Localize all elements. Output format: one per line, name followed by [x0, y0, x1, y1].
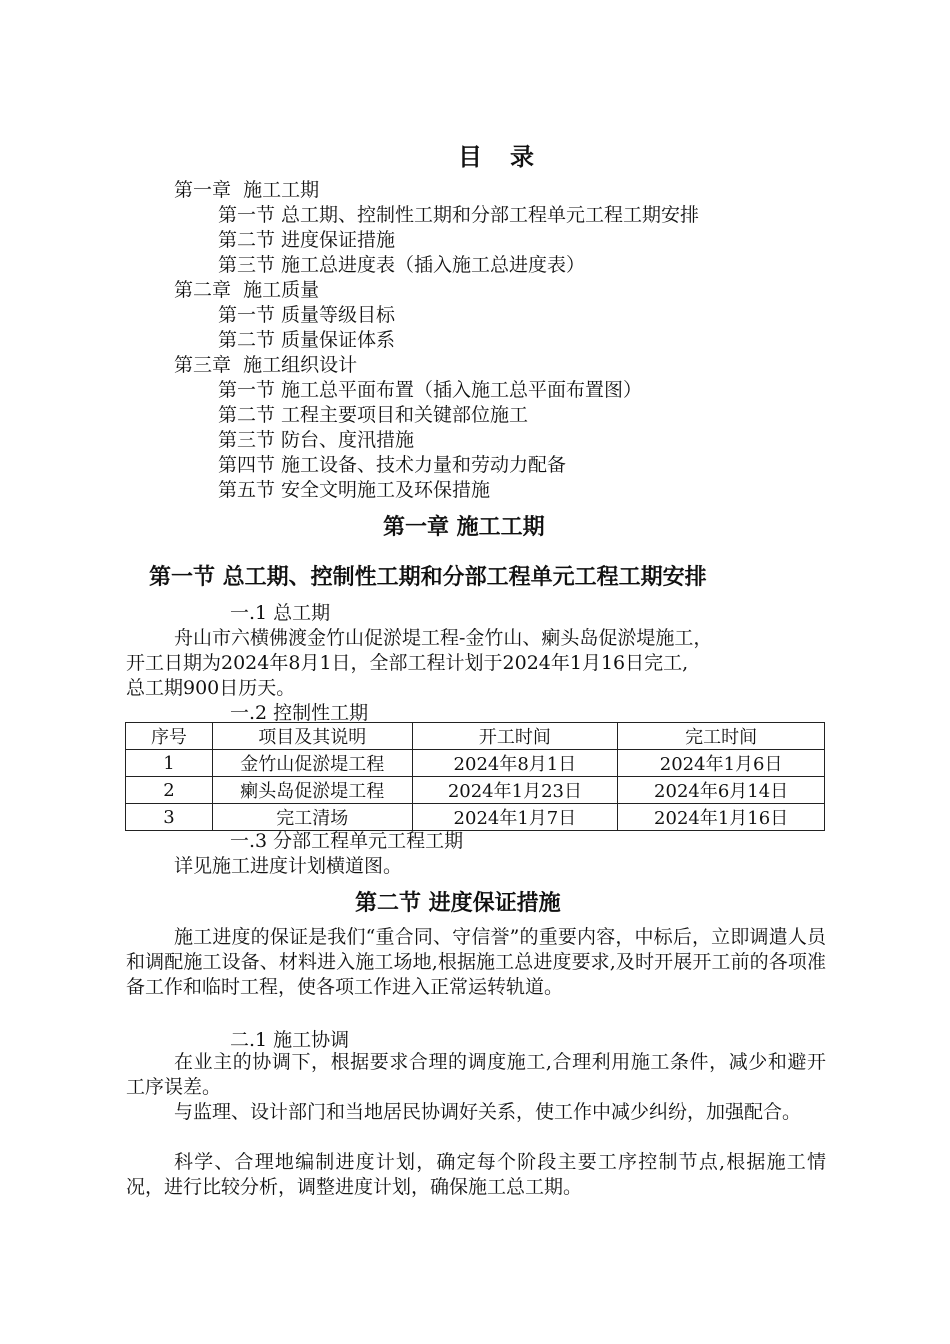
coordination-paragraph-2: 与监理、设计部门和当地居民协调好关系，使工作中减少纠纷，加强配合。 — [174, 1101, 802, 1123]
toc-entry-ch3-sec3: 第三节 防台、度汛措施 — [218, 429, 415, 451]
row-end-date: 2024年1月16日 — [618, 804, 825, 831]
header-end-date: 完工时间 — [618, 723, 825, 750]
row-start-date: 2024年1月7日 — [412, 804, 618, 831]
row-index: 1 — [126, 750, 213, 777]
row-item: 瘌头岛促淤堤工程 — [212, 777, 412, 804]
coordination-paragraph-3: 科学、合理地编制进度计划，确定每个阶段主要工序控制节点,根据施工情况，进行比较分析，调整进度计划，确保施工总工期。 — [126, 1151, 826, 1198]
toc-entry-ch1-sec1: 第一节 总工期、控制性工期和分部工程单元工程工期安排 — [218, 204, 700, 226]
chapter-1-heading: 第一章 施工工期 — [383, 515, 545, 540]
toc-entry-chapter-2: 第二章 施工质量 — [174, 279, 320, 301]
table-row — [126, 777, 825, 804]
header-item: 项目及其说明 — [212, 723, 412, 750]
total-duration-line-3: 总工期900日历天。 — [126, 677, 296, 699]
row-start-date: 2024年1月23日 — [412, 777, 618, 804]
toc-entry-ch1-sec2: 第二节 进度保证措施 — [218, 229, 396, 251]
total-duration-line-1: 舟山市六横佛渡金竹山促淤堤工程-金竹山、瘌头岛促淤堤施工， — [174, 627, 713, 649]
toc-entry-ch3-sec2: 第二节 工程主要项目和关键部位施工 — [218, 404, 529, 426]
toc-entry-ch1-sec3: 第三节 施工总进度表（插入施工总进度表） — [218, 254, 586, 276]
gantt-reference-text: 详见施工进度计划横道图。 — [174, 855, 403, 877]
header-start-date: 开工时间 — [412, 723, 618, 750]
toc-entry-ch3-sec5: 第五节 安全文明施工及环保措施 — [218, 479, 491, 501]
row-item: 金竹山促淤堤工程 — [212, 750, 412, 777]
toc-entry-chapter-1: 第一章 施工工期 — [174, 179, 320, 201]
row-start-date: 2024年8月1日 — [412, 750, 618, 777]
coordination-paragraph-1: 在业主的协调下，根据要求合理的调度施工,合理利用施工条件，减少和避开工序误差。 — [126, 1051, 826, 1098]
toc-title: 目录 — [458, 143, 562, 171]
row-item: 完工清场 — [212, 804, 412, 831]
section-1-heading: 第一节 总工期、控制性工期和分部工程单元工程工期安排 — [149, 565, 707, 590]
schedule-assurance-intro: 施工进度的保证是我们“重合同、守信誉”的重要内容，中标后，立即调遣人员和调配施工设备、材料进入施工场地,根据施工总进度要求,及时开展开工前的各项准备工作和临时工程，使各项工作进入正常运转轨道。 — [126, 926, 826, 998]
toc-entry-chapter-3: 第三章 施工组织设计 — [174, 354, 358, 376]
table-header-row — [126, 723, 825, 750]
row-index: 2 — [126, 777, 213, 804]
row-index: 3 — [126, 804, 213, 831]
subsection-1-1-heading: 一.1 总工期 — [230, 602, 331, 624]
table-row — [126, 750, 825, 777]
row-end-date: 2024年1月6日 — [618, 750, 825, 777]
header-index: 序号 — [126, 723, 213, 750]
toc-entry-ch2-sec1: 第一节 质量等级目标 — [218, 304, 396, 326]
subsection-1-2-heading: 一.2 控制性工期 — [230, 702, 369, 724]
section-2-heading: 第二节 进度保证措施 — [355, 891, 561, 916]
row-end-date: 2024年6月14日 — [618, 777, 825, 804]
total-duration-line-2: 开工日期为2024年8月1日，全部工程计划于2024年1月16日完工, — [126, 652, 689, 674]
control-schedule-table — [125, 722, 825, 831]
toc-entry-ch2-sec2: 第二节 质量保证体系 — [218, 329, 396, 351]
subsection-2-1-heading: 二.1 施工协调 — [230, 1029, 350, 1051]
toc-entry-ch3-sec1: 第一节 施工总平面布置（插入施工总平面布置图） — [218, 379, 643, 401]
subsection-1-3-heading: 一.3 分部工程单元工程工期 — [230, 830, 464, 852]
toc-entry-ch3-sec4: 第四节 施工设备、技术力量和劳动力配备 — [218, 454, 567, 476]
